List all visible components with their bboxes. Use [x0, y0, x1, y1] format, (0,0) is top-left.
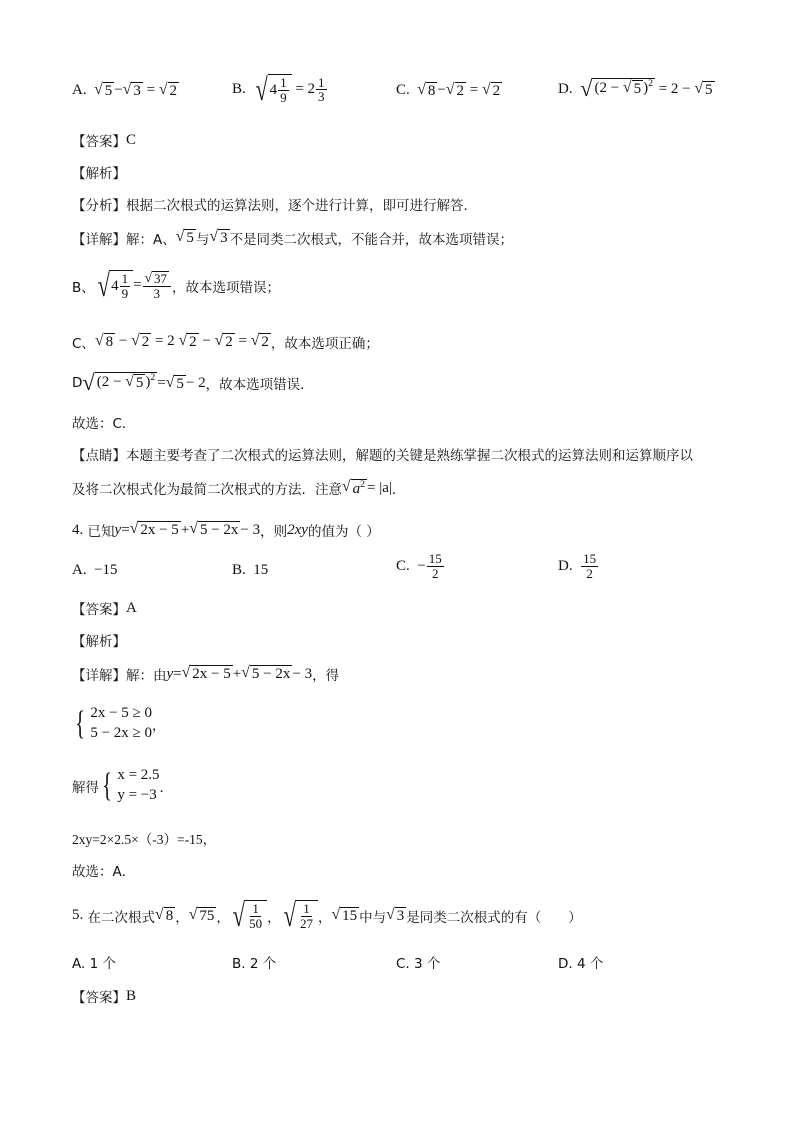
radical: √ 5 [175, 228, 194, 247]
q5-answer [72, 986, 136, 1006]
option-value: 15 [253, 562, 269, 578]
q5-option-c: C. 3 个 [396, 956, 441, 972]
separator: ， [267, 909, 281, 926]
option-label: B. [232, 562, 246, 578]
operator: = [133, 277, 142, 294]
radical: √ 2x − 5 [181, 664, 231, 683]
radicand: 5 − 2x [251, 666, 291, 683]
text: D [72, 375, 83, 392]
radicand: 5 [705, 81, 713, 98]
numerator: 1 [280, 75, 287, 91]
radicand: 4 [269, 82, 278, 98]
text: ，故本选项错误； [172, 279, 281, 296]
option-label: C. [396, 82, 410, 99]
q4-detail-line1 [72, 664, 339, 684]
radical: √ 75 [188, 906, 215, 924]
radical: √ 5 [622, 79, 642, 97]
operator: = [238, 333, 251, 350]
text: ，故本选项错误． [205, 377, 314, 394]
denominator: 3 [153, 286, 161, 302]
numerator: 1 [303, 901, 310, 917]
text: 解：A、 [126, 232, 176, 248]
denominator: 50 [249, 915, 263, 931]
section-tag: 【分析】 [72, 198, 126, 214]
expr-part: = |a| [367, 479, 392, 496]
denominator: 9 [121, 285, 129, 301]
numerator: 1 [318, 74, 325, 90]
answer-tag: 【答案】 [72, 134, 126, 150]
fraction [278, 76, 289, 104]
text: 的值为（ ） [307, 524, 380, 540]
option-label: C. [396, 557, 410, 574]
text: 在二次根式 [87, 909, 156, 926]
radical: √ 2 [131, 332, 150, 351]
radicand: 2 [189, 334, 197, 351]
inequality: 2x − 5 ≥ 0 [90, 705, 153, 721]
fraction [120, 272, 131, 300]
q3-option-a [72, 82, 179, 100]
text: ． [159, 779, 174, 796]
text: 已知 [87, 524, 115, 540]
q5-stem [72, 900, 582, 932]
radicand: 8 [165, 908, 174, 924]
q4-option-b [232, 562, 268, 579]
operator: = 2 [154, 333, 175, 350]
expr-part: − 2 [185, 374, 206, 391]
q3-dianjing-line2 [72, 478, 405, 498]
radical: √ 8 [417, 81, 436, 99]
math-expression [167, 665, 313, 683]
separator: ， [216, 909, 230, 926]
variable: a [352, 480, 361, 497]
denominator: 2 [586, 565, 593, 581]
question-number: 5. [72, 907, 84, 924]
separator: ， [175, 909, 189, 926]
radical: √ 5 [94, 81, 113, 99]
denominator: 9 [280, 89, 287, 105]
fraction [298, 902, 315, 930]
answer-value: A [126, 599, 137, 616]
radical: √ (2 − √ 5 )$^2$ [82, 370, 156, 395]
q3-detail-line-d [72, 372, 314, 395]
radical: √ 3 [122, 81, 141, 99]
q3-choose: 故选：C． [72, 416, 136, 432]
q3-analysis-tag: 【解析】 [72, 166, 126, 182]
radical: √ $a^2$ [342, 477, 366, 497]
section-text: 本题主要考查了二次根式的运算法则，解题的关键是熟练掌握二次根式的运算法则和运算顺序以 [126, 448, 693, 464]
operator: − [202, 333, 215, 350]
equation: x = 2.5 [117, 767, 160, 783]
radicand: 3 [396, 908, 405, 924]
radical: √ 2x − 5 [129, 520, 179, 539]
expr-part: ) [145, 374, 151, 390]
numerator: 1 [252, 901, 259, 917]
fraction [316, 76, 327, 104]
fraction [247, 902, 264, 930]
q5-option-b: B. 2 个 [232, 956, 277, 972]
q4-analysis-tag: 【解析】 [72, 634, 126, 650]
radical: √ 4 $\frac{1}{9}$ [95, 270, 133, 302]
radical: √ 5 [694, 79, 713, 98]
text: ，得 [312, 668, 340, 684]
radicand: 5 [176, 375, 184, 392]
inequality: 5 − 2x ≥ 0 [90, 724, 153, 741]
q3-detail-line-a [72, 228, 513, 248]
expr-part: − 3 [240, 521, 261, 538]
left-brace: { [75, 704, 86, 742]
section-tag: 【详解】 [72, 668, 126, 684]
radicand: 75 [199, 908, 215, 924]
text: 不是同类二次根式，不能合并，故本选项错误； [229, 232, 514, 248]
numerator: 15 [583, 551, 597, 566]
question-number: 4. [72, 521, 84, 538]
radicand: 2x − 5 [140, 522, 179, 539]
radicand: 5 [135, 375, 144, 391]
radicand: 5 [104, 83, 113, 99]
expr-part: (2 − [594, 80, 623, 96]
math-expression [342, 479, 392, 498]
denominator: 27 [299, 915, 313, 931]
exponent: 2 [648, 78, 653, 89]
radicand: 2 [169, 83, 177, 99]
radical: √ (2 − √ 5 )$^2$ [580, 76, 653, 101]
radical: √ 5 − 2x [241, 664, 291, 683]
radical: √ 2 [158, 81, 177, 99]
math-expression [82, 372, 205, 395]
fraction [427, 552, 444, 580]
text: ． [391, 482, 406, 498]
radical: √ 2 [250, 332, 269, 351]
q4-calc: 2xy=2×2.5×（-3）=-15， [72, 832, 217, 847]
option-label: A. [72, 562, 87, 578]
q3-fenxi [72, 194, 477, 214]
radical: √ 5 − 2x [189, 520, 239, 539]
q5-option-d: D. 4 个 [558, 956, 604, 972]
operator: + [232, 665, 242, 682]
q4-solution-system [72, 766, 173, 805]
operator: = [121, 521, 130, 538]
radicand: 5 [186, 230, 194, 247]
text: 是同类二次根式的有（ ） [406, 909, 582, 926]
radicand: 5 [633, 81, 642, 97]
operator: = [157, 374, 166, 391]
denominator: 2 [431, 565, 439, 581]
radical: √ 8 [94, 332, 114, 351]
left-brace: { [102, 766, 113, 804]
section-tag: 【详解】 [72, 232, 126, 248]
radical: √ 15 [331, 906, 358, 924]
q5-option-a: A. 1 个 [72, 956, 116, 972]
fraction [581, 552, 598, 580]
radical: √ 8 [155, 906, 174, 924]
radicand: 2 [261, 334, 269, 351]
text: 解得 [72, 779, 99, 796]
radicand: 2 [456, 83, 465, 99]
text: B、 [72, 279, 95, 296]
radicand: 3 [220, 230, 228, 247]
operator: − [437, 82, 446, 99]
section-tag: 【点睛】 [72, 448, 126, 464]
radical: √ $\frac{1}{50}$ [230, 900, 267, 932]
q4-stem [72, 520, 380, 540]
text: 中与 [359, 909, 387, 926]
exponent: 2 [150, 372, 156, 383]
operator: + [180, 521, 190, 538]
variable: y [166, 665, 174, 682]
answer-tag: 【答案】 [72, 990, 126, 1006]
operator: = 2 [295, 81, 316, 98]
text: ， [152, 717, 166, 734]
denominator: 3 [318, 89, 325, 105]
q4-answer [72, 598, 137, 618]
radical: √ 3 [386, 906, 405, 924]
math-expression [115, 521, 261, 539]
radicand: 3 [133, 83, 141, 99]
radical: √ 4 $\frac{1}{9}$ [253, 74, 291, 106]
radical: √ 2 [482, 81, 501, 99]
radical: √ 2 [178, 332, 197, 351]
equation: y = −3 [117, 786, 157, 803]
operator: − [118, 333, 132, 350]
numerator: 15 [428, 551, 442, 566]
radicand: 2x − 5 [192, 666, 231, 683]
expr-part: − 3 [292, 665, 313, 682]
text: 与 [195, 232, 210, 248]
q4-option-d [558, 552, 599, 580]
text: C、 [72, 336, 95, 352]
option-label: A. [72, 82, 87, 99]
variable: y [114, 521, 122, 538]
expr-part: 2xy [287, 521, 308, 538]
radical: √ 3 [209, 228, 228, 247]
math-expression [95, 333, 271, 351]
option-label: B. [232, 81, 246, 98]
q3-option-d [558, 78, 715, 101]
q3-dianjing-line1 [72, 444, 693, 464]
q4-option-c [396, 552, 445, 580]
operator: = [146, 82, 156, 99]
radicand: 5 − 2x [199, 522, 239, 539]
answer-value: C [126, 131, 137, 148]
option-label: D. [558, 557, 573, 574]
q3-option-b [232, 74, 328, 106]
q4-choose: 故选：A． [72, 864, 136, 880]
operator: − [417, 557, 426, 574]
answer-tag: 【答案】 [72, 602, 126, 618]
fraction [143, 271, 172, 301]
expr-part: ) [643, 80, 649, 96]
text: ，故本选项正确； [270, 336, 379, 352]
radicand: 8 [427, 83, 436, 99]
radical: √ 37 [144, 269, 168, 286]
q3-answer [72, 130, 136, 150]
exponent: 2 [360, 478, 366, 490]
q3-detail-line-b [72, 270, 280, 302]
text: 解：由 [126, 668, 167, 684]
radicand: 2 [492, 83, 501, 99]
radicand: 4 [111, 278, 119, 294]
separator: ， [317, 909, 332, 926]
radicand: 37 [154, 270, 168, 286]
text: ，则 [260, 524, 288, 540]
section-text: 根据二次根式的运算法则，逐个进行计算，即可进行解答． [126, 198, 477, 214]
expr-part: (2 − [96, 374, 126, 390]
option-value: −15 [94, 562, 118, 578]
operator: = [173, 665, 182, 682]
q3-option-c [396, 82, 502, 100]
radical: √ 2 [445, 81, 465, 99]
q4-inequality-system [72, 704, 166, 743]
radical: √ 5 [165, 373, 184, 392]
radicand: 2 [225, 334, 233, 351]
radical: √ 5 [125, 373, 144, 391]
text: 及将二次根式化为最简二次根式的方法．注意 [72, 482, 342, 498]
radical: √ $\frac{1}{27}$ [281, 900, 318, 932]
operator: = 2 − [658, 80, 691, 97]
radicand: 2 [141, 334, 150, 351]
numerator: 1 [121, 271, 129, 287]
radicand: 8 [105, 334, 114, 351]
operator: − [114, 82, 123, 99]
option-label: D. [558, 80, 573, 97]
q3-detail-line-c [72, 332, 379, 352]
q4-option-a [72, 562, 118, 579]
radicand: 15 [342, 908, 358, 924]
radical: √ 2 [214, 332, 233, 351]
answer-value: B [126, 987, 137, 1004]
operator: = [469, 82, 479, 99]
